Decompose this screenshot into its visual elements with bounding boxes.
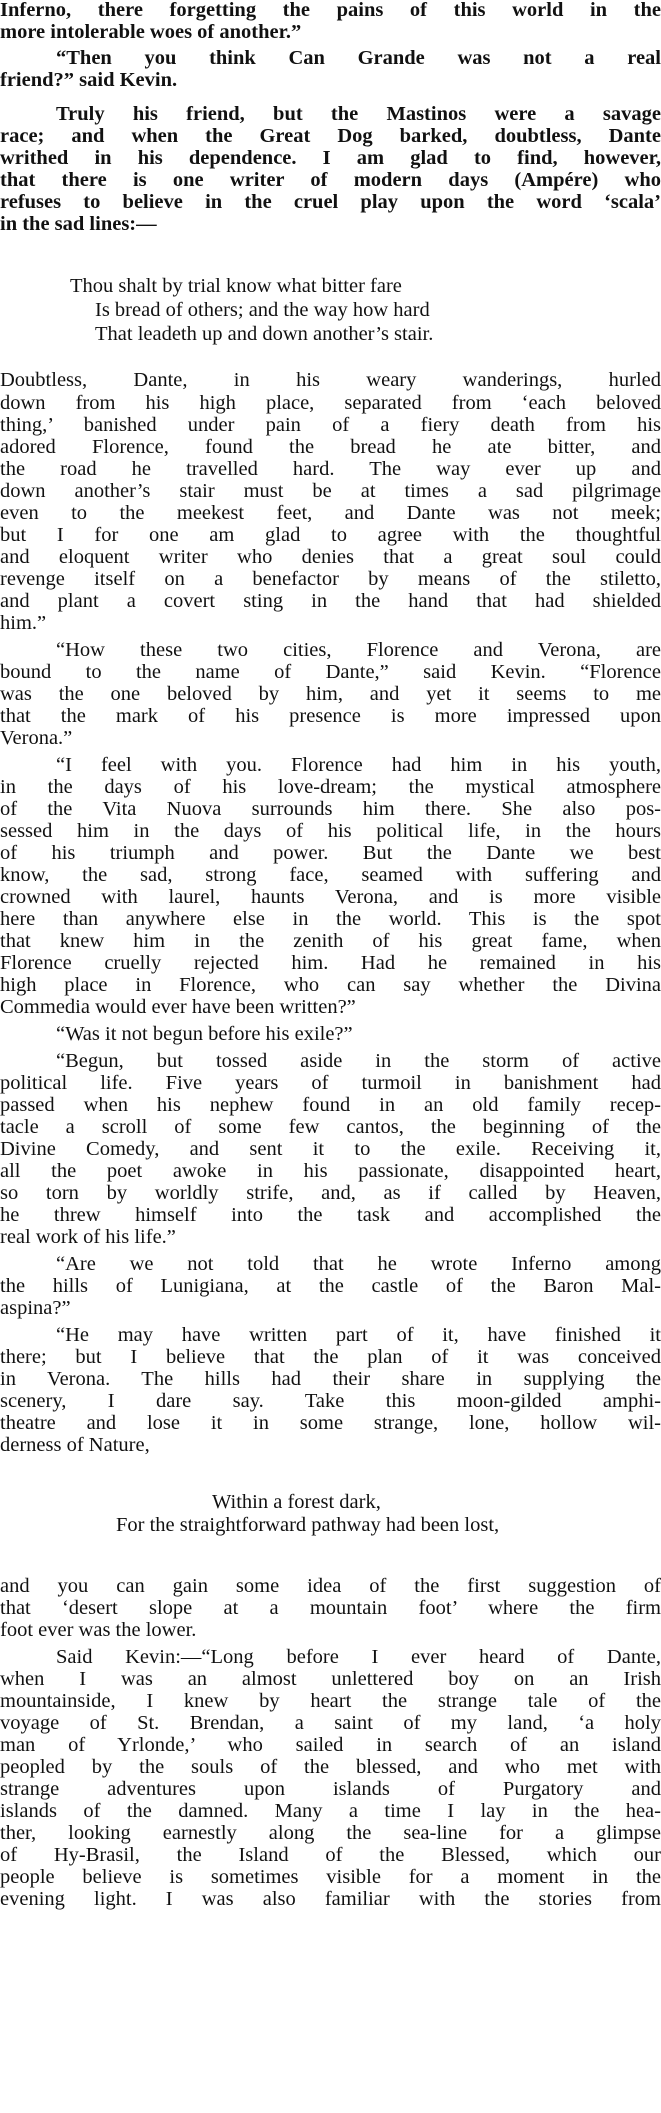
text-line: friend?” said Kevin.: [0, 69, 178, 91]
text-line: aspina?”: [0, 1297, 71, 1319]
text-line: that the mark of his presence is more impressed upon: [0, 705, 661, 727]
text-line: Truly his friend, but the Mastinos were a savage: [56, 103, 661, 125]
text-line: here than anywhere else in the world. This is the spot: [0, 908, 661, 930]
verse-line: For the straightforward pathway had been lost,: [116, 1514, 500, 1536]
text-line: more intolerable woes of another.”: [0, 21, 302, 43]
text-line: in Verona. The hills had their share in supplying the: [0, 1368, 661, 1390]
text-line: but I for one am glad to agree with the thoughtful: [0, 524, 661, 546]
text-line: peopled by the souls of the blessed, and who met with: [0, 1756, 661, 1778]
text-line: down another’s stair must be at times a sad pilgrimage: [0, 480, 661, 502]
text-line: and you can gain some idea of the first suggestion of: [0, 1575, 661, 1597]
verse-line: That leadeth up and down another’s stair.: [95, 323, 434, 345]
text-line: Said Kevin:—“Long before I ever heard of Dante,: [56, 1646, 661, 1668]
text-line: down from his high place, separated from ‘each beloved: [0, 392, 661, 414]
text-line: there; but I believe that the plan of it was conceived: [0, 1346, 661, 1368]
text-line: that ‘desert slope at a mountain foot’ where the firm: [0, 1597, 661, 1619]
text-line: scenery, I dare say. Take this moon-gilded amphi-: [0, 1390, 661, 1412]
text-line: “I feel with you. Florence had him in his youth,: [56, 754, 661, 776]
text-line: even to the meekest feet, and Dante was not meek;: [0, 502, 661, 524]
text-line: race; and when the Great Dog barked, doubtless, Dante: [0, 125, 661, 147]
text-line: real work of his life.”: [0, 1226, 176, 1248]
text-line: tacle a scroll of some few cantos, the beginning of the: [0, 1116, 661, 1138]
text-line: Doubtless, Dante, in his weary wanderings, hurled: [0, 369, 661, 391]
text-line: him.”: [0, 612, 47, 634]
text-line: man of Yrlonde,’ who sailed in search of an island: [0, 1734, 661, 1756]
text-line: the hills of Lunigiana, at the castle of the Baron Mal-: [0, 1275, 661, 1297]
text-line: “How these two cities, Florence and Verona, are: [56, 639, 661, 661]
text-line: theatre and lose it in some strange, lone, hollow wil-: [0, 1412, 661, 1434]
verse-line: Within a forest dark,: [212, 1491, 381, 1513]
text-line: adored Florence, found the bread he ate bitter, and: [0, 436, 661, 458]
text-line: Verona.”: [0, 727, 73, 749]
text-line: was the one beloved by him, and yet it seems to me: [0, 683, 661, 705]
text-line: strange adventures upon islands of Purgatory and: [0, 1778, 661, 1800]
text-line: “Then you think Can Grande was not a real: [56, 47, 661, 69]
text-line: derness of Nature,: [0, 1434, 150, 1456]
text-line: of the Vita Nuova surrounds him there. She also pos-: [0, 798, 661, 820]
text-line: all the poet awoke in his passionate, disappointed heart,: [0, 1160, 661, 1182]
text-line: people believe is sometimes visible for a moment in the: [0, 1866, 661, 1888]
text-line: of his triumph and power. But the Dante we best: [0, 842, 661, 864]
text-line: he threw himself into the task and accomplished the: [0, 1204, 661, 1226]
text-line: islands of the damned. Many a time I lay in the hea-: [0, 1800, 661, 1822]
text-line: in the days of his love-dream; the mystical atmosphere: [0, 776, 661, 798]
text-line: of Hy-Brasil, the Island of the Blessed, which our: [0, 1844, 661, 1866]
text-line: and plant a covert sting in the hand that had shielded: [0, 590, 661, 612]
text-line: and eloquent writer who denies that a great soul could: [0, 546, 661, 568]
text-line: high place in Florence, who can say whether the Divina: [0, 974, 661, 996]
text-line: writhed in his dependence. I am glad to find, however,: [0, 147, 661, 169]
text-line: when I was an almost unlettered boy on an Irish: [0, 1668, 661, 1690]
text-line: Inferno, there forgetting the pains of this world in the: [0, 0, 661, 21]
verse-line: Is bread of others; and the way how hard: [95, 299, 430, 321]
text-line: thing,’ banished under pain of a fiery death from his: [0, 414, 661, 436]
text-line: “He may have written part of it, have finished it: [56, 1324, 661, 1346]
text-line: know, the sad, strong face, seamed with suffering and: [0, 864, 661, 886]
text-line: “Was it not begun before his exile?”: [56, 1023, 353, 1045]
text-line: “Are we not told that he wrote Inferno among: [56, 1253, 661, 1275]
text-line: Divine Comedy, and sent it to the exile. Receiving it,: [0, 1138, 661, 1160]
text-line: Florence cruelly rejected him. Had he remained in his: [0, 952, 661, 974]
verse-line: Thou shalt by trial know what bitter fare: [70, 275, 402, 297]
text-line: ther, looking earnestly along the sea-line for a glimpse: [0, 1822, 661, 1844]
text-line: Commedia would ever have been written?”: [0, 996, 356, 1018]
text-line: bound to the name of Dante,” said Kevin. “Florence: [0, 661, 661, 683]
text-line: foot ever was the lower.: [0, 1619, 197, 1641]
text-line: that there is one writer of modern days (Ampére) who: [0, 169, 661, 191]
text-line: crowned with laurel, haunts Verona, and is more visible: [0, 886, 661, 908]
text-line: so torn by worldly strife, and, as if called by Heaven,: [0, 1182, 661, 1204]
text-line: that knew him in the zenith of his great fame, when: [0, 930, 661, 952]
text-line: mountainside, I knew by heart the strange tale of the: [0, 1690, 661, 1712]
text-line: voyage of St. Brendan, a saint of my land, ‘a holy: [0, 1712, 661, 1734]
text-line: “Begun, but tossed aside in the storm of active: [56, 1050, 661, 1072]
text-line: sessed him in the days of his political life, in the hours: [0, 820, 661, 842]
text-line: evening light. I was also familiar with the stories from: [0, 1888, 661, 1910]
text-line: political life. Five years of turmoil in banishment had: [0, 1072, 661, 1094]
text-line: the road he travelled hard. The way ever up and: [0, 458, 661, 480]
text-line: revenge itself on a benefactor by means of the stiletto,: [0, 568, 661, 590]
text-line: refuses to believe in the cruel play upon the word ‘scala’: [0, 191, 661, 213]
text-line: passed when his nephew found in an old family recep-: [0, 1094, 661, 1116]
text-line: in the sad lines:—: [0, 213, 157, 235]
